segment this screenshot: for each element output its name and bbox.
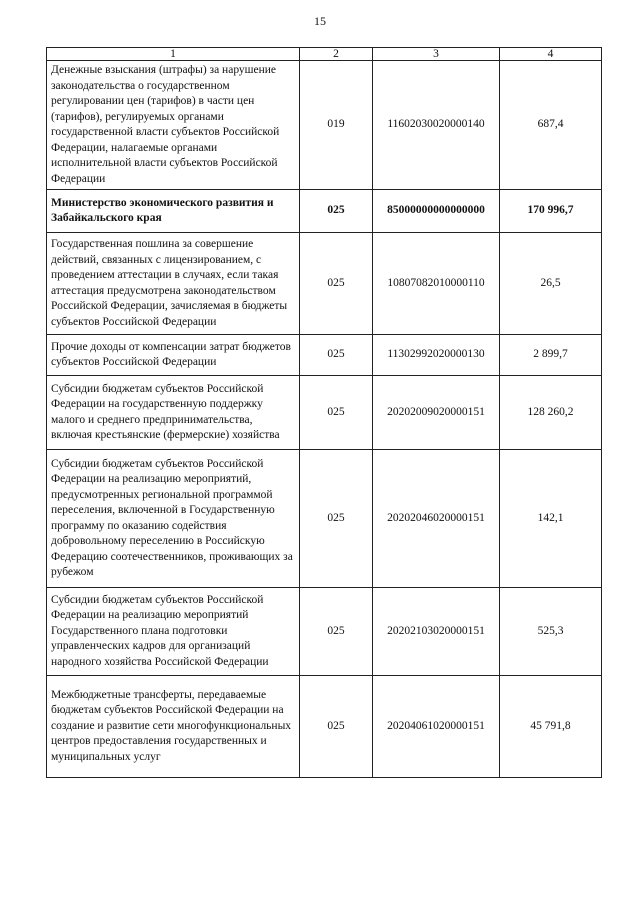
row-description: Денежные взыскания (штрафы) за нарушение законодательства о государственном регулировании цен (тарифов) в части цен (тарифов), регулируемых органами государственной власти субъектов Российской Федерации, налагаемые органами исполнительной власти субъектов Российской Федерации	[47, 61, 300, 190]
row-admin-code: 025	[300, 190, 373, 233]
row-description: Министерство экономического развития и Забайкальского края	[47, 190, 300, 233]
row-amount: 45 791,8	[500, 676, 602, 778]
row-amount: 128 260,2	[500, 376, 602, 450]
row-admin-code: 025	[300, 676, 373, 778]
row-description: Прочие доходы от компенсации затрат бюджетов субъектов Российской Федерации	[47, 335, 300, 376]
row-admin-code: 025	[300, 233, 373, 335]
row-description: Государственная пошлина за совершение действий, связанных с лицензированием, с проведением аттестации в случаях, если такая аттестация предусмотрена законодательством Российской Федерации, зачисляемая в бюджеты субъектов Российской Федерации	[47, 233, 300, 335]
table-row	[47, 588, 602, 676]
column-header: 3	[373, 48, 500, 61]
row-income-code: 20202046020000151	[373, 450, 500, 588]
table-row-ministry	[47, 190, 602, 233]
row-amount: 170 996,7	[500, 190, 602, 233]
row-income-code: 85000000000000000	[373, 190, 500, 233]
row-admin-code: 025	[300, 588, 373, 676]
row-amount: 687,4	[500, 61, 602, 190]
row-admin-code: 025	[300, 450, 373, 588]
row-amount: 26,5	[500, 233, 602, 335]
table-row	[47, 676, 602, 778]
row-admin-code: 025	[300, 335, 373, 376]
row-description: Субсидии бюджетам субъектов Российской Федерации на реализацию мероприятий, предусмотренных региональной программой переселения, включенной в Государственную программу по оказанию содействия добровольному переселению в Российскую Федерацию соотечественников, проживающих за рубежом	[47, 450, 300, 588]
table-row	[47, 61, 602, 190]
table-row	[47, 335, 602, 376]
budget-revenue-table	[46, 47, 602, 778]
row-income-code: 20204061020000151	[373, 676, 500, 778]
table-header-row	[47, 48, 602, 61]
column-header: 2	[300, 48, 373, 61]
row-description: Межбюджетные трансферты, передаваемые бюджетам субъектов Российской Федерации на создание и развитие сети многофункциональных центров предоставления государственных и муниципальных услуг	[47, 676, 300, 778]
row-income-code: 10807082010000110	[373, 233, 500, 335]
row-admin-code: 025	[300, 376, 373, 450]
row-description: Субсидии бюджетам субъектов Российской Федерации на государственную поддержку малого и среднего предпринимательства, включая крестьянские (фермерские) хозяйства	[47, 376, 300, 450]
row-income-code: 20202103020000151	[373, 588, 500, 676]
row-amount: 2 899,7	[500, 335, 602, 376]
row-amount: 525,3	[500, 588, 602, 676]
row-income-code: 11602030020000140	[373, 61, 500, 190]
row-admin-code: 019	[300, 61, 373, 190]
page-number: 15	[314, 14, 326, 28]
column-header: 1	[47, 48, 300, 61]
table-row	[47, 376, 602, 450]
table-row	[47, 450, 602, 588]
row-description: Субсидии бюджетам субъектов Российской Федерации на реализацию мероприятий Государственного плана подготовки управленческих кадров для организаций народного хозяйства Российской Федерации	[47, 588, 300, 676]
table-row	[47, 233, 602, 335]
row-amount: 142,1	[500, 450, 602, 588]
row-income-code: 20202009020000151	[373, 376, 500, 450]
column-header: 4	[500, 48, 602, 61]
row-income-code: 11302992020000130	[373, 335, 500, 376]
